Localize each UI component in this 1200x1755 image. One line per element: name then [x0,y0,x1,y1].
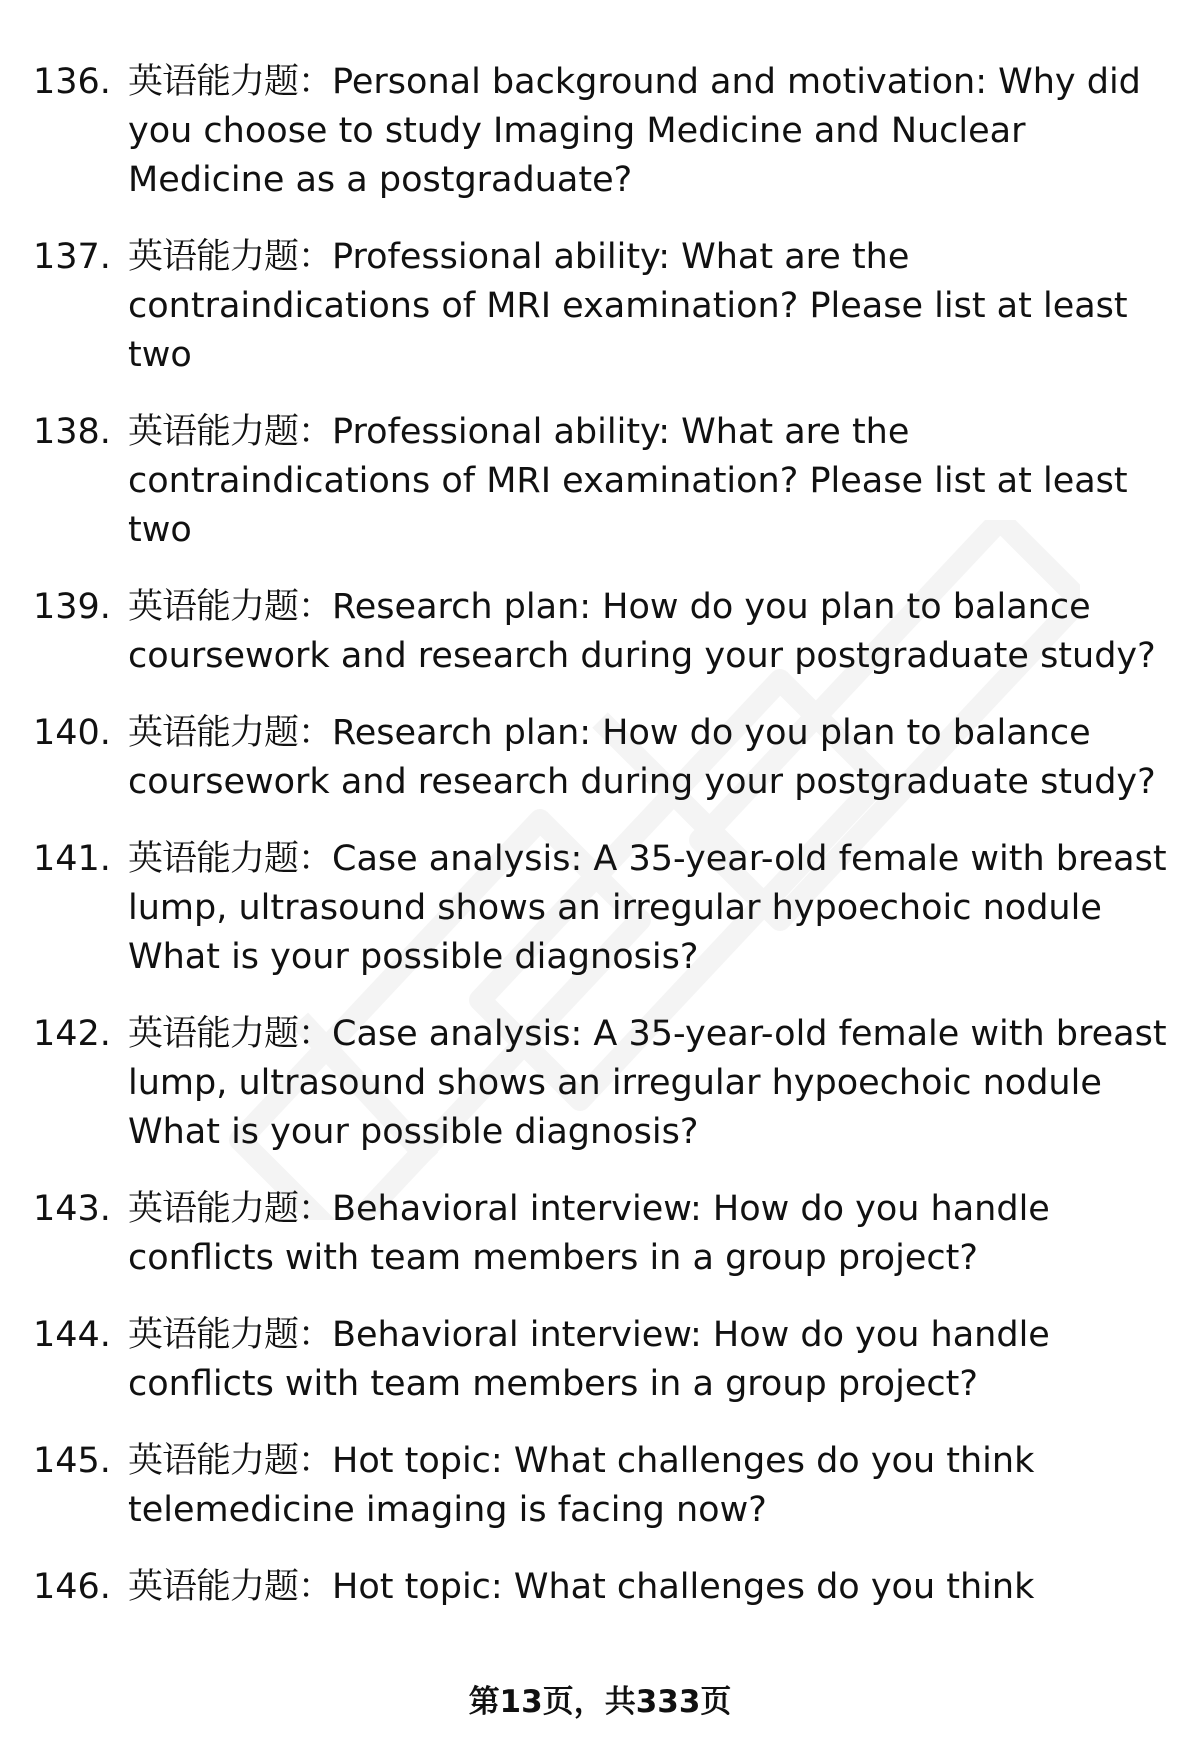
question-prefix: 英语能力题： [128,839,333,879]
question-item [0,1437,1200,1535]
question-body [128,58,1168,205]
question-item [0,233,1200,380]
question-number: 136. [33,62,111,102]
question-number: 138. [33,412,111,452]
question-item [0,709,1200,807]
question-item [0,58,1200,205]
question-number: 140. [33,713,111,753]
question-prefix: 英语能力题： [128,587,333,627]
question-number: 144. [33,1315,111,1355]
question-item [0,1185,1200,1283]
question-body [128,1437,1168,1535]
question-prefix: 英语能力题： [128,412,333,452]
question-item [0,583,1200,681]
question-body [128,1311,1168,1409]
question-prefix: 英语能力题： [128,1014,333,1054]
question-prefix: 英语能力题： [128,237,333,277]
question-text: Case analysis: A 35-year-old female with breast lump, ultrasound shows an irregular hypoechoic nodule What is your possible diagnosis? [128,839,1167,977]
question-body [128,1563,1168,1612]
question-number: 139. [33,587,111,627]
question-prefix: 英语能力题： [128,62,333,102]
question-number: 143. [33,1189,111,1229]
question-item [0,835,1200,982]
question-prefix: 英语能力题： [128,1441,333,1481]
page-footer: 第13页，共333页 [468,1684,732,1720]
question-prefix: 英语能力题： [128,713,333,753]
question-text: Personal background and motivation: Why did you choose to study Imaging Medicine and Nuclear Medicine as a postgraduate? [128,62,1141,200]
question-prefix: 英语能力题： [128,1567,333,1607]
question-body [128,233,1168,380]
question-item [0,1563,1200,1612]
question-item [0,408,1200,555]
question-body [128,583,1168,681]
question-number: 146. [33,1567,111,1607]
question-prefix: 英语能力题： [128,1315,333,1355]
question-body [128,1185,1168,1283]
question-text: Research plan: How do you plan to balance coursework and research during your postgraduate study? [128,587,1156,676]
question-list [0,58,1200,1640]
question-text: Professional ability: What are the contraindications of MRI examination? Please list at least two [128,412,1128,550]
question-prefix: 英语能力题： [128,1189,333,1229]
question-body [128,709,1168,807]
question-item [0,1311,1200,1409]
question-body [128,1010,1168,1157]
question-text: Behavioral interview: How do you handle conflicts with team members in a group project? [128,1189,1050,1278]
question-body [128,408,1168,555]
question-item [0,1010,1200,1157]
question-number: 137. [33,237,111,277]
question-text: Hot topic: What challenges do you think [332,1567,1035,1607]
question-text: Professional ability: What are the contraindications of MRI examination? Please list at least two [128,237,1128,375]
question-number: 142. [33,1014,111,1054]
question-number: 145. [33,1441,111,1481]
question-text: Research plan: How do you plan to balance coursework and research during your postgraduate study? [128,713,1156,802]
question-number: 141. [33,839,111,879]
question-text: Behavioral interview: How do you handle conflicts with team members in a group project? [128,1315,1050,1404]
question-text: Hot topic: What challenges do you think telemedicine imaging is facing now? [128,1441,1035,1530]
question-text: Case analysis: A 35-year-old female with breast lump, ultrasound shows an irregular hypoechoic nodule What is your possible diagnosis? [128,1014,1167,1152]
question-body [128,835,1168,982]
